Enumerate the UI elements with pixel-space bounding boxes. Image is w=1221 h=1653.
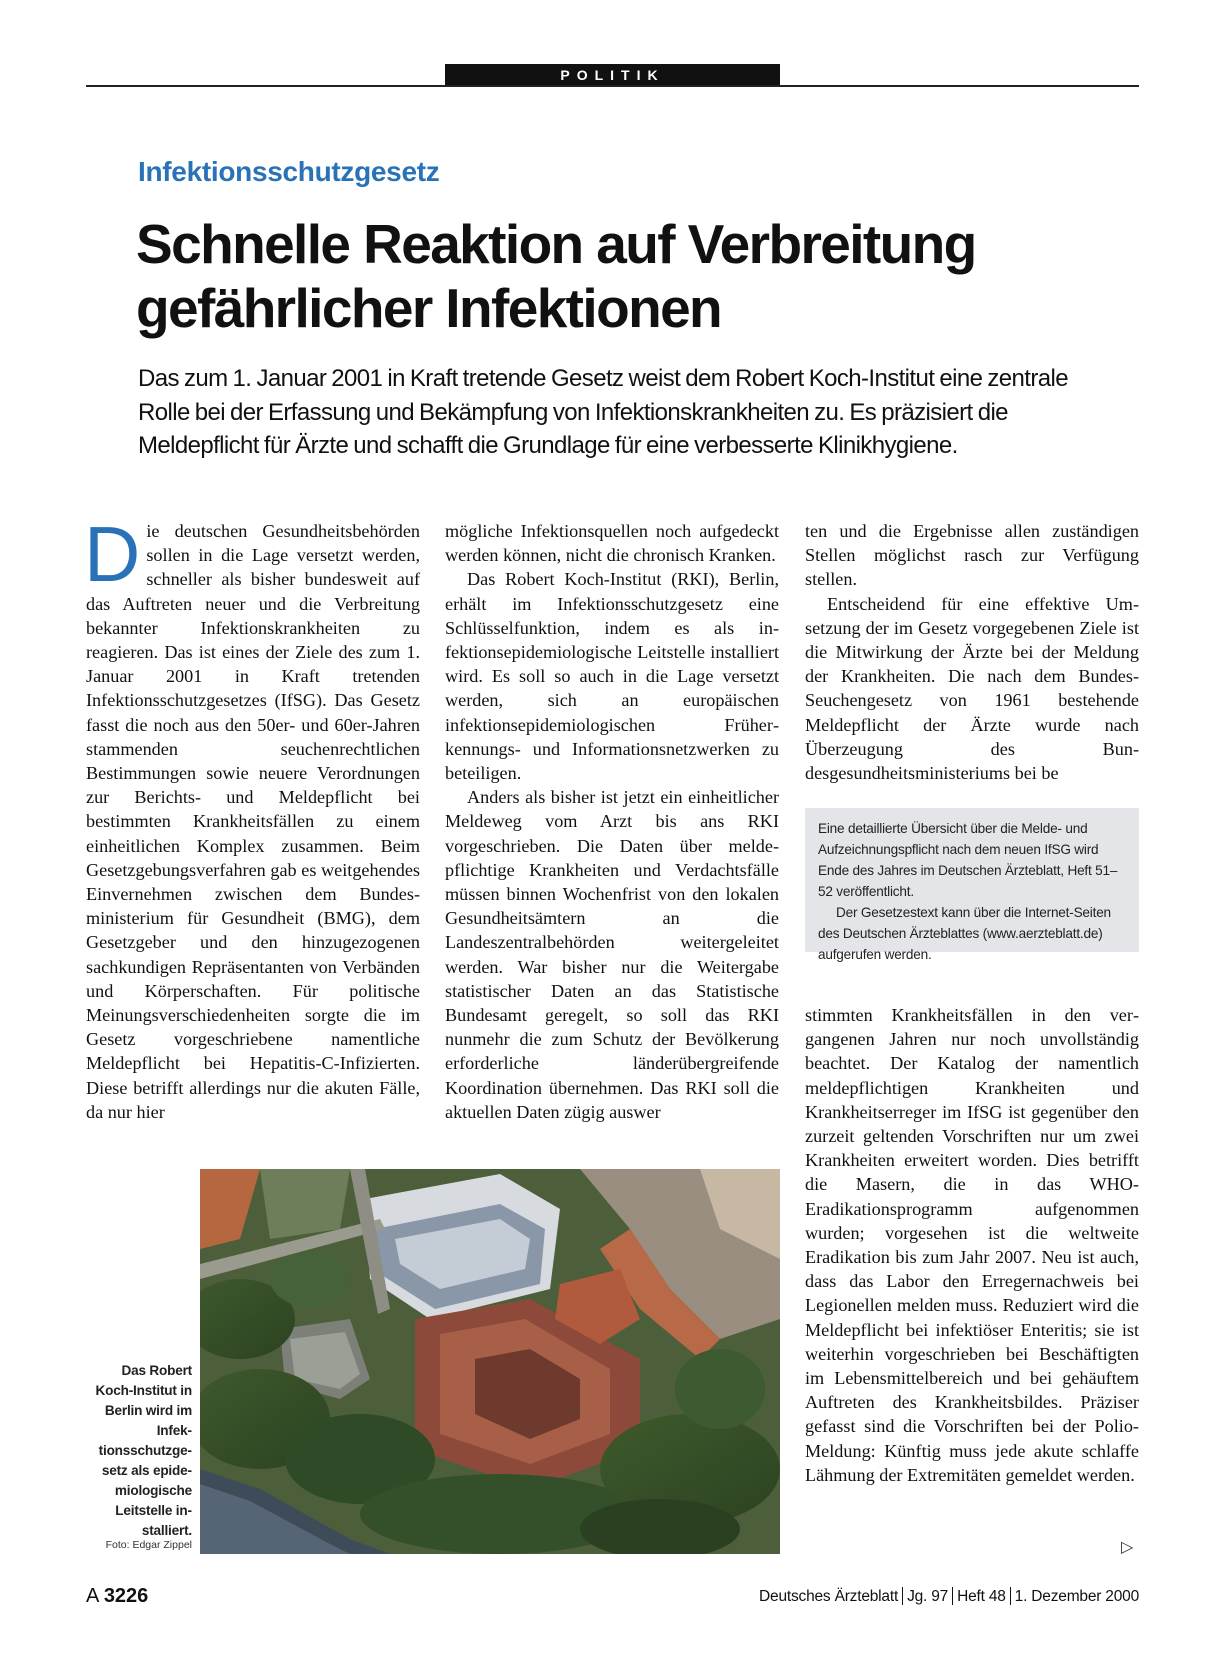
journal-name: Deutsches Ärzteblatt: [759, 1588, 899, 1605]
paragraph: Das Robert Koch-Institut (RKI), Berlin, erhält im Infektionsschutzgesetz eine Schlüsselfunktion, indem es als infektionsepidemiologische Leitstelle installiert wird. Es soll so auch in die Lage versetzt werden, sich an europäischen infektionsepidemiologischen Früherkennungs- und Informationsnetzwerken zu beteiligen.: [445, 569, 779, 784]
photo-caption: Das Robert Koch-Institut in Berlin wird im Infektionsschutzgesetz als epidemiologische Leitstelle installiert.: [95, 1363, 192, 1538]
text-column-1: [84, 510, 420, 1124]
volume: Jg. 97: [907, 1588, 949, 1605]
paragraph: ten und die Ergebnisse allen zuständigen Stellen möglichst rasch zur Verfügung stellen.: [805, 521, 1139, 590]
text-column-3: [805, 519, 1139, 785]
paragraph: mögliche Infektionsquellen noch aufgedeckt werden können, nicht die chronisch Kranken.: [445, 521, 779, 566]
footer-citation: [759, 1587, 1139, 1606]
section-label: POLITIK: [445, 64, 780, 86]
paragraph-text: ie deutschen Gesundheitsbehörden sollen in die Lage versetzt werden, schneller als bisher bundesweit auf das Auftreten neuer und die Verbreitung bekannter Infektionskrankheiten zu reagieren. Das ist eines der Ziele des zum 1. Januar 2001 in Kraft tretenden Infektionsschutzgesetzes (IfSG). Das Gesetz fasst die noch aus den 50er- und 60er-Jahren stammenden seuchenrechtlichen Bestimmungen sowie neuere Verordnungen zur Berichts- und Meldepflicht bei bestimmten Krankheitsfällen zu einem einheitlichen Komplex zusammen. Beim Gesetzgebungsverfahren gab es weitgehendes Einvernehmen zwischen dem Bundesministerium für Gesundheit (BMG), dem Gesetzgeber und den hinzugezogenen sachkundigen Repräsentanten von Verbänden und Körperschaften. Für politische Meinungsverschiedenheiten sorgte die im Gesetz vorgeschriebene namentliche Meldepflicht bei Hepatitis-C-Infizierten. Diese betrifft allerdings nur die akuten Fälle, da nur hier: [86, 521, 420, 1122]
date: 1. Dezember 2000: [1014, 1588, 1139, 1605]
paragraph: [84, 510, 420, 1124]
aerial-photo-rki-building: [200, 1169, 780, 1554]
article-lead: Das zum 1. Januar 2001 in Kraft tretende Gesetz weist dem Robert Koch-Institut eine zentrale Rolle bei der Erfassung und Bekämpfung von Infektionskrankheiten zu. Es präzisiert die Meldepflicht für Ärzte und schafft die Grundlage für eine verbesserte Klinikhygiene.: [138, 365, 1068, 459]
header-rule: [86, 85, 1139, 87]
page-prefix: A: [86, 1585, 99, 1607]
continue-arrow-icon: ▷: [1121, 1537, 1134, 1556]
divider: [902, 1587, 903, 1605]
headline-line-2: gefährlicher Infektionen: [136, 277, 722, 339]
issue: Heft 48: [957, 1588, 1006, 1605]
text-column-3-continued: [805, 1003, 1139, 1487]
text-column-2: [445, 519, 779, 1124]
article-headline: [136, 212, 1116, 340]
divider: [952, 1587, 953, 1605]
headline-line-1: Schnelle Reaktion auf Verbreitung: [136, 213, 976, 275]
page-number-value: 3226: [103, 1585, 149, 1607]
paragraph: Anders als bisher ist jetzt ein einheitlicher Meldeweg vom Arzt bis ans RKI vorgeschrieben. Die Daten über meldepflichtige Krankheiten und Verdachtsfälle müssen binnen Wochenfrist von den lokalen Gesundheitsämtern an die Landeszentralbehörden weitergeleitet werden. War bisher nur die Weitergabe statistischer Daten an das Statistische Bundesamt geregelt, so soll das RKI nunmehr die zum Schutz der Bevölkerung erforderliche länderübergreifende Koordination übernehmen. Das RKI soll die aktuellen Daten zügig auswer: [445, 787, 779, 1122]
divider: [1010, 1587, 1011, 1605]
photo-credit: Foto: Edgar Zippel: [105, 1539, 192, 1551]
article-kicker: Infektionsschutzgesetz: [138, 156, 440, 187]
info-box: [805, 808, 1139, 962]
page-number: [86, 1585, 148, 1608]
paragraph: Entscheidend für eine effektive Umsetzung der im Gesetz vorgegebenen Ziele ist die Mitwirkung der Ärzte bei der Meldung der Krankheiten. Die nach dem Bundes-Seuchengesetz von 1961 bestehende Meldepflicht der Ärzte wurde nach Überzeugung des Bundesgesundheitsministeriums bei be: [805, 593, 1139, 784]
info-box-text: Eine detaillierte Übersicht über die Melde- und Aufzeichnungspflicht nach dem neuen IfSG wird Ende des Jahres im Deutschen Ärzteblatt, Heft 51–52 veröffentlicht.: [818, 821, 1118, 899]
paragraph: stimmten Krankheitsfällen in den vergangenen Jahren nur noch unvollständig beachtet. Der Katalog der namentlich meldepflichtigen Krankheiten und Krankheitserreger im IfSG ist gegenüber den zurzeit geltenden Vorschriften nur um zwei Krankheiten erweitert worden. Dies betrifft die Masern, die in das WHO-Eradikationsprogramm aufgenommen wurden; vorgesehen ist die weltweite Eradikation bis zum Jahr 2007. Neu ist auch, dass das Labor den Erregernachweis bei Legionellen melden muss. Reduziert wird die Meldepflicht bei infektiöser Enteritis; sie ist weiterhin vorgeschrieben bei Beschäftigten im Lebensmittelbereich und bei gehäuftem Auftreten des Krankheitsbildes. Präziser gefasst sind die Vorschriften bei der Polio-Meldung: Künftig muss jede akute schlaffe Lähmung der Extremitäten gemeldet werden.: [805, 1005, 1139, 1485]
info-box-text: Der Gesetzestext kann über die Internet-Seiten des Deutschen Ärzteblattes (www.aerzteblatt.de) aufgerufen werden.: [818, 905, 1111, 962]
drop-cap: D: [84, 510, 141, 598]
